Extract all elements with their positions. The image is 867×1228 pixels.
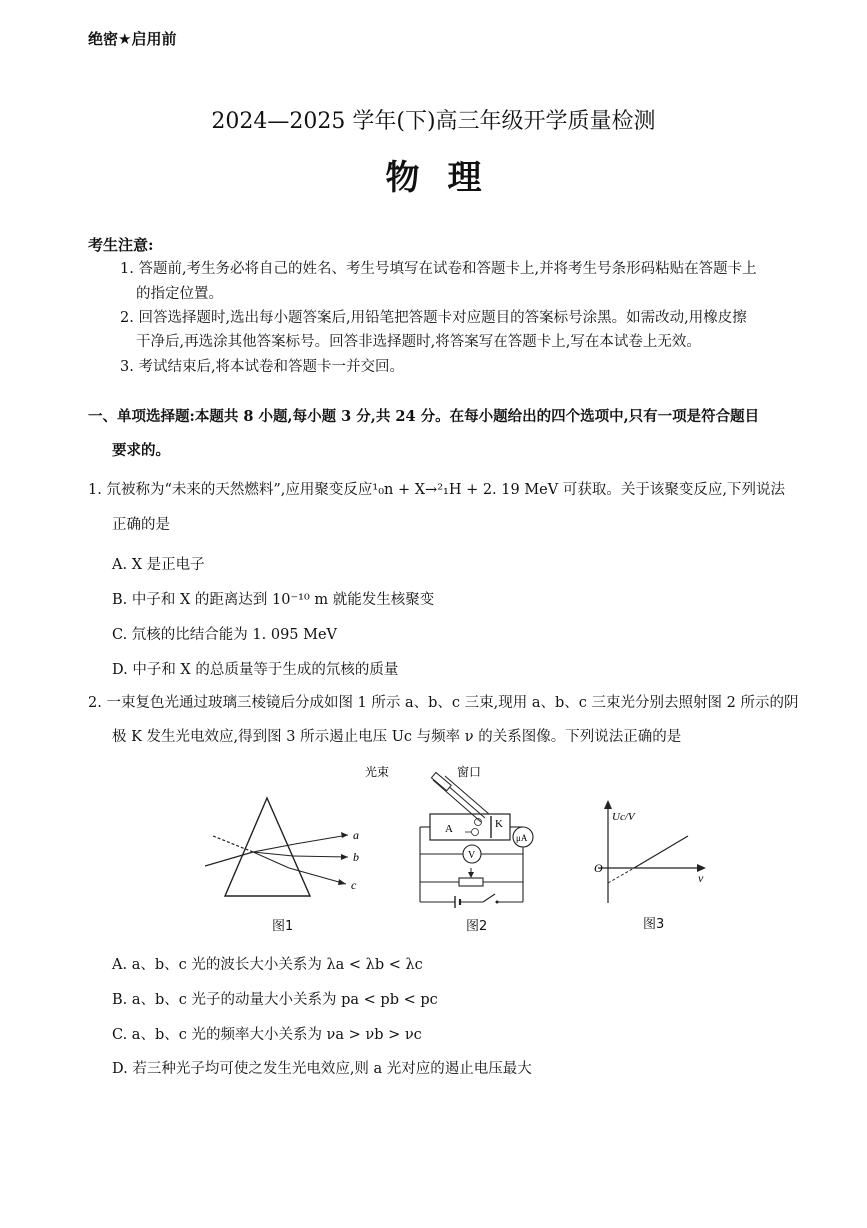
figure-2-caption: 图2 — [466, 919, 488, 934]
label-window: 窗口 — [457, 765, 482, 779]
switch — [483, 894, 495, 902]
y-axis-label: Uc/V — [612, 811, 635, 823]
q1-option-d: D. 中子和 X 的总质量等于生成的氘核的质量 — [112, 662, 399, 678]
notice-item-2-cont: 干净后,再选涂其他答案标号。回答非选择题时,将答案写在答题卡上,写在本试卷上无效。 — [136, 334, 701, 350]
label-b: b — [353, 850, 359, 864]
notice-item-2: 2. 回答选择题时,选出每小题答案后,用铅笔把答题卡对应题目的答案标号涂黑。如需改动,用橡皮擦 — [120, 310, 747, 326]
q1-stem-text-a: 1. 氘被称为“未来的天然燃料”,应用聚变反应 — [88, 482, 373, 498]
notice-item-1-cont: 的指定位置。 — [136, 286, 223, 302]
ray-c — [289, 868, 346, 884]
q1-stem-text-b: 可获取。关于该聚变反应,下列说法 — [558, 482, 785, 498]
label-A: A — [445, 823, 453, 835]
confidential-label: 绝密★启用前 — [88, 30, 177, 48]
notice-item-1: 1. 答题前,考生务必将自己的姓名、考生号填写在试卷和答题卡上,并将考生号条形码粘贴在答题卡上 — [120, 261, 757, 277]
uc-line — [634, 836, 688, 868]
q1-stem — [88, 479, 785, 501]
label-microamp: μA — [516, 833, 528, 843]
section-heading-cont: 要求的。 — [112, 442, 170, 459]
extrapolated-line — [608, 868, 634, 883]
q2-stem-cont: 极 K 发生光电效应,得到图 3 所示遏止电压 Uc 与频率 ν 的关系图像。下列说法正确的是 — [112, 729, 682, 745]
prism-triangle — [225, 798, 310, 896]
q1-option-a: A. X 是正电子 — [112, 557, 205, 573]
q2-option-a: A. a、b、c 光的波长大小关系为 λa < λb < λc — [112, 957, 423, 973]
figure-3-graph — [588, 798, 713, 908]
subject-title: 物理 — [385, 158, 510, 198]
label-beam: 光束 — [365, 765, 390, 779]
section-heading: 一、单项选择题:本题共 8 小题,每小题 3 分,共 24 分。在每小题给出的四个选项中,只有一项是符合题目 — [88, 408, 760, 425]
ray-a — [295, 835, 348, 844]
label-V: V — [468, 850, 476, 861]
label-a: a — [353, 828, 359, 842]
q2-option-d: D. 若三种光子均可使之发生光电效应,则 a 光对应的遏止电压最大 — [112, 1061, 532, 1077]
label-K: K — [495, 818, 503, 830]
q1-option-b: B. 中子和 X 的距离达到 10⁻¹⁰ m 就能发生核聚变 — [112, 592, 435, 608]
label-c: c — [351, 878, 357, 892]
notice-item-3: 3. 考试结束后,将本试卷和答题卡一并交回。 — [120, 359, 405, 375]
incident-ray — [205, 852, 253, 866]
figure-1-caption: 图1 — [272, 919, 294, 934]
x-axis-label: ν — [698, 871, 704, 885]
figure-3-caption: 图3 — [643, 917, 665, 932]
q1-reaction-formula: ¹₀n + X→²₁H + 2. 19 MeV — [372, 482, 559, 498]
q1-stem-cont: 正确的是 — [112, 517, 170, 533]
q2-option-c: C. a、b、c 光的频率大小关系为 νa > νb > νc — [112, 1027, 422, 1043]
q1-option-c: C. 氘核的比结合能为 1. 095 MeV — [112, 627, 338, 643]
rheostat — [459, 878, 483, 886]
figure-2-circuit — [365, 762, 550, 912]
ray-b — [293, 856, 348, 857]
q2-option-b: B. a、b、c 光子的动量大小关系为 pa < pb < pc — [112, 992, 438, 1008]
exam-title: 2024—2025 学年(下)高三年级开学质量检测 — [211, 109, 656, 134]
figure-1-prism — [205, 790, 380, 935]
q2-stem: 2. 一束复色光通过玻璃三棱镜后分成如图 1 所示 a、b、c 三束,现用 a、b、c 三束光分别去照射图 2 所示的阴 — [88, 695, 799, 711]
notice-heading: 考生注意: — [88, 236, 154, 254]
origin-label: O — [594, 861, 603, 875]
